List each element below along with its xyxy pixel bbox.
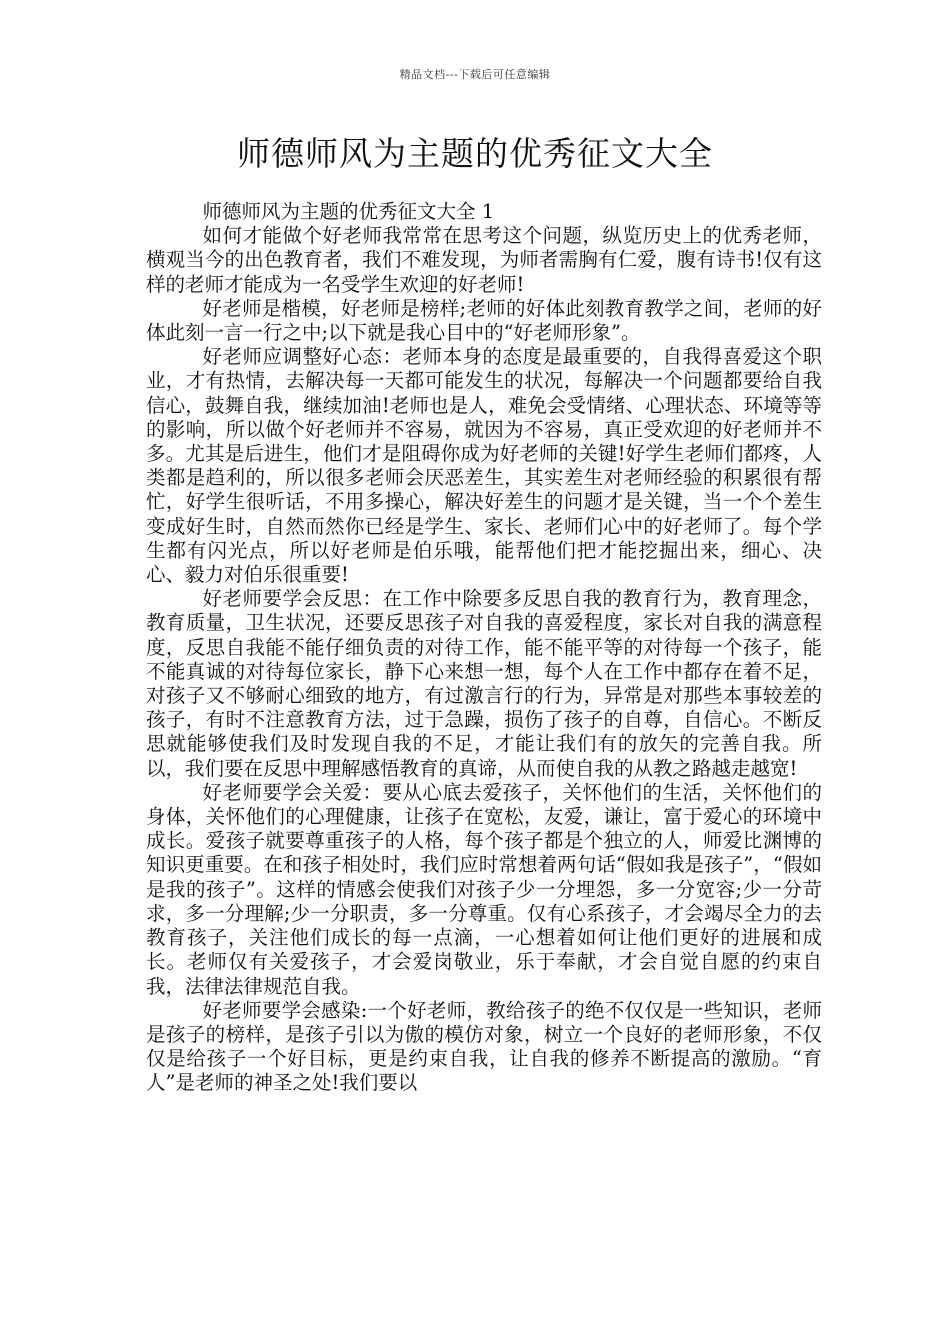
- document-body: [146, 200, 822, 1096]
- paragraph-mindset: 好老师应调整好心态：老师本身的态度是最重要的，自我得喜爱这个职业，才有热情，去解决每一天都可能发生的状况，每解决一个问题都要给自我信心，鼓舞自我，继续加油!老师也是人，难免会受情绪、心理状态、环境等等的影响，所以做个好老师并不容易，就因为不容易，真正受欢迎的好老师并不多。尤其是后进生，他们才是阻碍你成为好老师的关键!好学生老师们都疼，人类都是趋利的，所以很多老师会厌恶差生，其实差生对老师经验的积累很有帮忙，好学生很听话，不用多操心，解决好差生的问题才是关键，当一个个差生变成好生时，自然而然你已经是学生、家长、老师们心中的好老师了。每个学生都有闪光点，所以好老师是伯乐哦，能帮他们把才能挖掘出来，细心、决心、毅力对伯乐很重要!: [146, 345, 822, 587]
- paragraph-care: 好老师要学会关爱：要从心底去爱孩子，关怀他们的生活，关怀他们的身体，关怀他们的心理健康，让孩子在宽松，友爱，谦让，富于爱心的环境中成长。爱孩子就要尊重孩子的人格，每个孩子都是个独立的人，师爱比渊博的知识更重要。在和孩子相处时，我们应时常想着两句话“假如我是孩子”，“假如是我的孩子”。这样的情感会使我们对孩子少一分埋怨，多一分宽容;少一分苛求，多一分理解;少一分职责，多一分尊重。仅有心系孩子，才会竭尽全力的去教育孩子，关注他们成长的每一点滴，一心想着如何让他们更好的进展和成长。老师仅有关爱孩子，才会爱岗敬业，乐于奉献，才会自觉自愿的约束自我，法律法律规范自我。: [146, 780, 822, 998]
- paragraph-influence: 好老师要学会感染:一个好老师，教给孩子的绝不仅仅是一些知识，老师是孩子的榜样，是孩子引以为傲的模仿对象，树立一个良好的老师形象，不仅仅是给孩子一个好目标，更是约束自我，让自我的修养不断提高的激励。“育人”是老师的神圣之处!我们要以: [146, 998, 822, 1095]
- document-subtitle: 师德师风为主题的优秀征文大全 1: [202, 200, 495, 223]
- paragraph-reflection: 好老师要学会反思：在工作中除要多反思自我的教育行为，教育理念，教育质量，卫生状况，还要反思孩子对自我的喜爱程度，家长对自我的满意程度，反思自我能不能仔细负责的对待工作，能不能平等的对待每一个孩子，能不能真诚的对待每位家长，静下心来想一想，每个人在工作中都存在着不足，对孩子又不够耐心细致的地方，有过激言行的行为，异常是对那些本事较差的孩子，有时不注意教育方法，过于急躁，损伤了孩子的自尊，自信心。不断反思就能够使我们及时发现自我的不足，才能让我们有的放矢的完善自我。所以，我们要在反思中理解感悟教育的真谛，从而使自我的从教之路越走越宽!: [146, 587, 822, 780]
- paragraph-role-model: 好老师是楷模，好老师是榜样;老师的好体此刻教育教学之间，老师的好体此刻一言一行之中;以下就是我心目中的“好老师形象”。: [146, 296, 822, 345]
- paragraph-intro: 如何才能做个好老师我常常在思考这个问题，纵览历史上的优秀老师，横观当今的出色教育者，我们不难发现，为师者需胸有仁爱，腹有诗书!仅有这样的老师才能成为一名受学生欢迎的好老师!: [146, 224, 822, 296]
- page-header-note: 精品文档---下载后可任意编辑: [399, 68, 551, 81]
- document-title: 师德师风为主题的优秀征文大全: [237, 134, 713, 173]
